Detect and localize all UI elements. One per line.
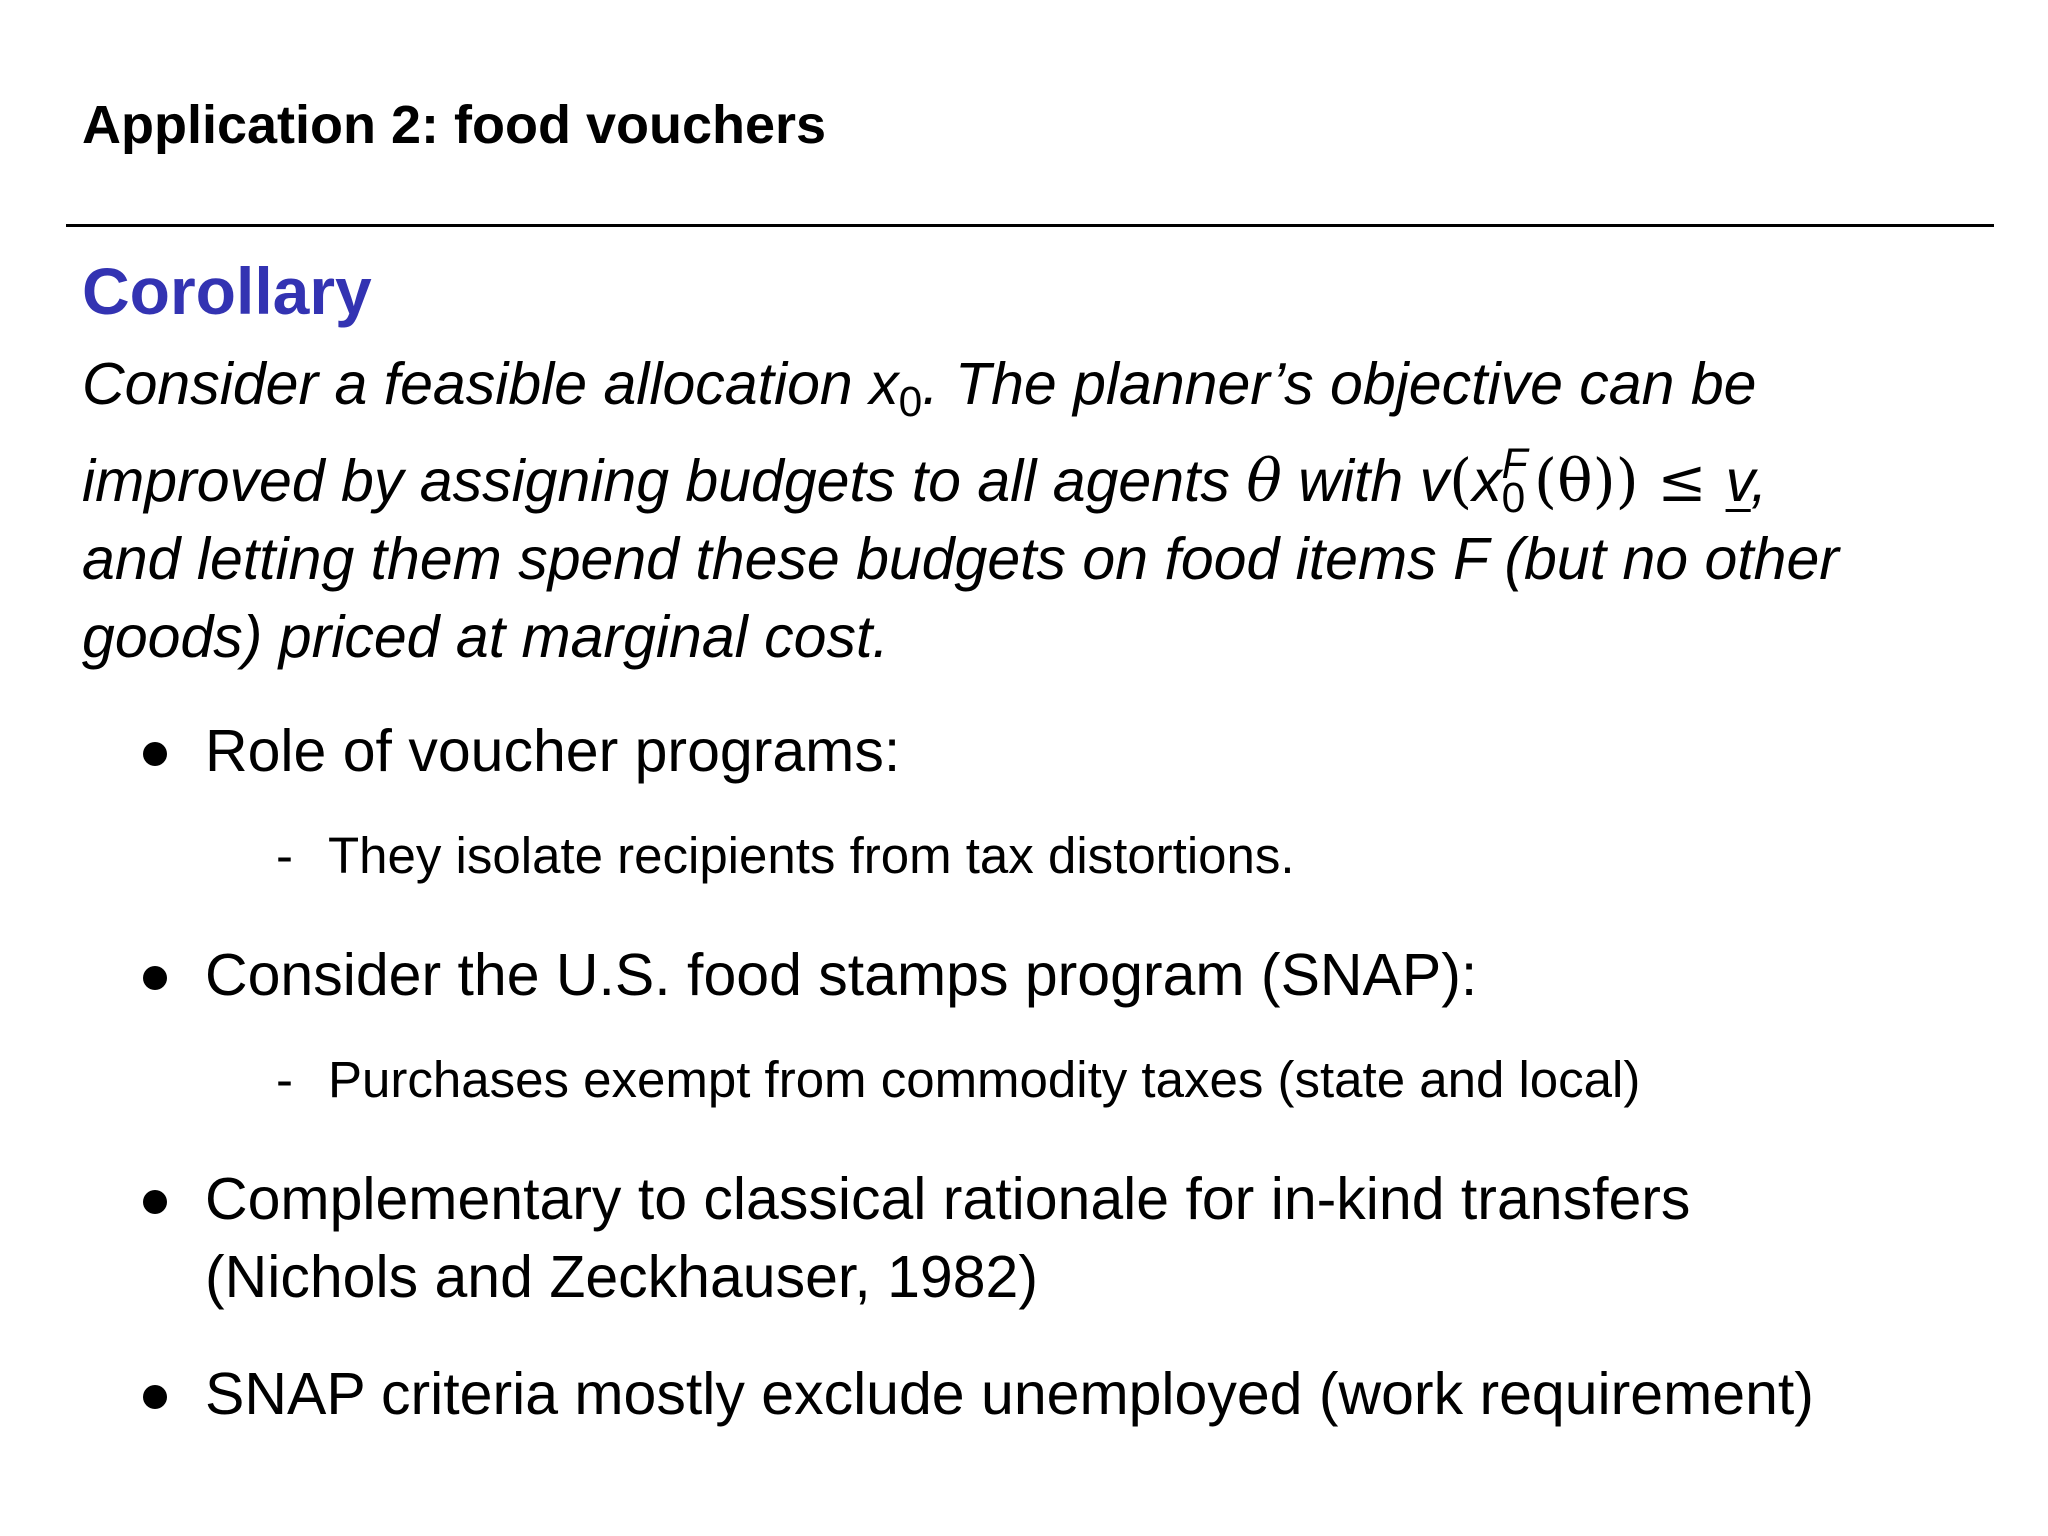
bullet-item xyxy=(205,1160,1690,1316)
dash-icon: - xyxy=(276,827,293,884)
math-x0 xyxy=(869,351,923,426)
math-subscript: 0 xyxy=(898,378,923,426)
math-supsub xyxy=(1501,440,1534,522)
title-divider xyxy=(66,224,1994,227)
bullet-item xyxy=(205,936,1477,1014)
corollary-line-1 xyxy=(82,345,1972,442)
bullet-text: SNAP criteria mostly exclude unemployed (work requirement) xyxy=(205,1361,1814,1427)
corollary-line-4: goods) priced at marginal cost. xyxy=(82,603,889,670)
corollary-heading: Corollary xyxy=(82,254,372,328)
math-theta: θ xyxy=(1246,445,1282,515)
dash-icon: - xyxy=(276,1051,293,1108)
bullet-text: (Nichols and Zeckhauser, 1982) xyxy=(205,1244,1039,1310)
math-paren: ( xyxy=(1449,445,1473,515)
bullet-dot-icon xyxy=(143,966,167,990)
corollary-text: . The planner’s objective can be xyxy=(922,351,1757,417)
math-superscript: F xyxy=(1501,440,1528,488)
corollary-text: , xyxy=(1750,447,1768,514)
bullet-text: Complementary to classical rationale for in-kind transfers xyxy=(205,1166,1691,1232)
corollary-text: improved by assigning budgets to all agents xyxy=(82,447,1247,514)
sub-bullet-text: Purchases exempt from commodity taxes (state and local) xyxy=(328,1051,1641,1108)
math-x: x xyxy=(869,351,899,417)
corollary-line-2 xyxy=(82,442,1972,520)
bullet-dot-icon xyxy=(143,1190,167,1214)
math-v: v xyxy=(1419,447,1450,514)
corollary-text: Consider a feasible allocation xyxy=(82,351,870,417)
bullet-item xyxy=(205,712,900,790)
bullet-text: Consider the U.S. food stamps program (SNAP): xyxy=(205,942,1478,1008)
corollary-line-3: and letting them spend these budgets on food items F (but no other xyxy=(82,525,1839,592)
bullet-text: Role of voucher programs: xyxy=(205,718,901,784)
bullet-dot-icon xyxy=(143,742,167,766)
bullet-dot-icon xyxy=(143,1385,167,1409)
slide-title: Application 2: food vouchers xyxy=(82,95,827,155)
math-leq: ≤ xyxy=(1638,445,1726,515)
sub-bullet-item xyxy=(276,824,1295,888)
sub-bullet-item xyxy=(276,1048,1641,1112)
math-x: x xyxy=(1472,447,1502,514)
math-subscript: 0 xyxy=(1501,474,1526,522)
bullet-item xyxy=(205,1355,1814,1433)
math-theta-arg: (θ)) xyxy=(1534,445,1639,515)
sub-bullet-text: They isolate recipients from tax distortions. xyxy=(328,827,1295,884)
corollary-statement xyxy=(82,345,1972,676)
math-v-underline: v xyxy=(1725,447,1751,514)
corollary-text: with xyxy=(1281,447,1420,514)
